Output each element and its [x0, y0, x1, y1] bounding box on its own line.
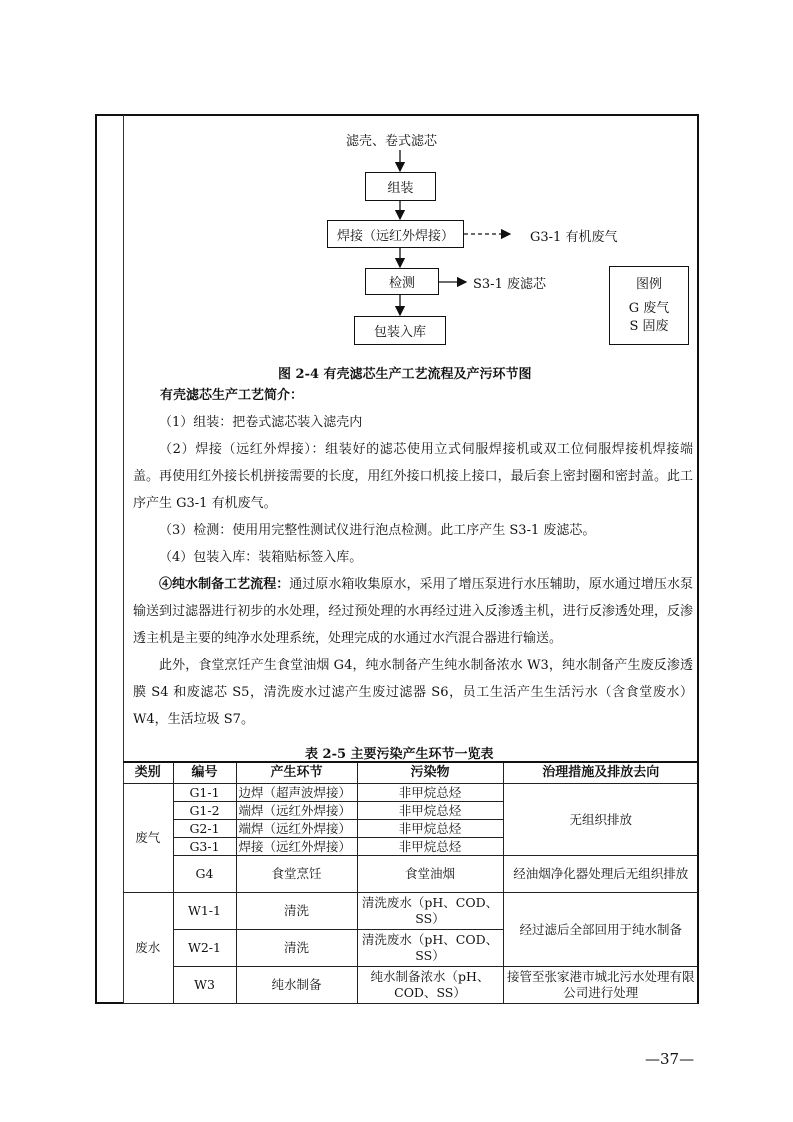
intro-heading: 有壳滤芯生产工艺简介： [160, 388, 304, 403]
intro-paragraph-4: （4）包装入库：装箱贴标签入库。 [159, 550, 363, 565]
intro-paragraph-2: （2）焊接（远红外焊接）：组装好的滤芯使用立式伺服焊接机或双工位伺服焊接机焊接端盖。再使用红外接长机拼接需要的长度，用红外接口机接上接口，最后套上密封圈和密封盖。此工序产生 G3-1 有机废气。 [133, 442, 693, 511]
id-cell: W3 [173, 967, 236, 1004]
pollutant-cell: 清洗废水（pH、COD、SS） [357, 930, 503, 967]
intro-paragraph-3: （3）检测：使用用完整性测试仪进行泡点检测。此工序产生 S3-1 废滤芯。 [159, 523, 596, 538]
category-cell-gas: 废气 [123, 784, 173, 893]
header-id: 编号 [173, 762, 236, 784]
flow-step-packaging: 包装入库 [354, 316, 446, 345]
header-pollutant: 污染物 [357, 762, 503, 784]
pollutant-cell: 纯水制备浓水（pH、COD、SS） [357, 967, 503, 1004]
pollutant-cell: 非甲烷总烃 [357, 802, 503, 820]
table-row [123, 893, 698, 930]
table-row [123, 967, 698, 1004]
pollutant-cell: 非甲烷总烃 [357, 838, 503, 856]
stage-cell: 端焊（远红外焊接） [236, 802, 357, 820]
flow-step-assembly: 组装 [365, 172, 436, 201]
stage-cell: 食堂烹饪 [236, 856, 357, 893]
intro-p1-text: （1）组装：把卷式滤芯装入滤壳内 [159, 415, 363, 430]
pollutant-cell: 非甲烷总烃 [357, 820, 503, 838]
intro-paragraph-1 [133, 409, 693, 436]
table-title: 表 2-5 主要污染产生环节一览表 [305, 747, 494, 762]
frame-top-border [95, 114, 699, 116]
category-cell-water: 废水 [123, 893, 173, 1004]
table-header-row [123, 762, 698, 784]
flow-input-label: 滤壳、卷式滤芯 [346, 134, 438, 149]
id-cell: G2-1 [173, 820, 236, 838]
flow-step-welding: 焊接（远红外焊接） [327, 220, 464, 248]
legend-item-gas: G 废气 [628, 301, 670, 316]
figure-caption: 图 2-4 有壳滤芯生产工艺流程及产污环节图 [278, 367, 532, 382]
id-cell: W1-1 [173, 893, 236, 930]
pollutant-cell: 食堂油烟 [357, 856, 503, 893]
treatment-cell: 接管至张家港市城北污水处理有限公司进行处理 [503, 967, 698, 1004]
flow-output-gas: G3-1 有机废气 [530, 230, 618, 245]
flow-step-testing: 检测 [365, 268, 439, 295]
stage-cell: 纯水制备 [236, 967, 357, 1004]
frame-bottom-border [95, 1002, 124, 1004]
header-category: 类别 [123, 762, 173, 784]
pollutant-cell: 非甲烷总烃 [357, 784, 503, 802]
id-cell: G1-1 [173, 784, 236, 802]
id-cell: W2-1 [173, 930, 236, 967]
pollution-sources-table [123, 761, 698, 1004]
stage-cell: 焊接（远红外焊接） [236, 838, 357, 856]
pure-water-heading: ④纯水制备工艺流程： [159, 577, 290, 592]
pure-water-text: 通过原水箱收集原水，采用了增压泵进行水压辅助，原水通过增压水泵输送到过滤器进行初步的水处理，经过预处理的水再经过进入反渗透主机，进行反渗透处理，反渗透主机是主要的纯净水处理系统，处理完成的水通过水汽混合器进行输送。 [133, 577, 693, 646]
flow-output-solid: S3-1 废滤芯 [473, 277, 546, 292]
flow-legend [609, 266, 689, 345]
table-row [123, 856, 698, 893]
header-stage: 产生环节 [236, 762, 357, 784]
treatment-cell: 经过滤后全部回用于纯水制备 [503, 893, 698, 967]
page-number: —37— [645, 1050, 695, 1068]
header-treatment: 治理措施及排放去向 [503, 762, 698, 784]
legend-item-solid: S 固废 [629, 319, 669, 334]
stage-cell: 清洗 [236, 893, 357, 930]
stage-cell: 端焊（远红外焊接） [236, 820, 357, 838]
frame-left-border [95, 114, 97, 1002]
stage-cell: 边焊（超声波焊接） [236, 784, 357, 802]
id-cell: G4 [173, 856, 236, 893]
id-cell: G1-2 [173, 802, 236, 820]
legend-title: 图例 [635, 277, 662, 292]
pure-water-paragraph [133, 571, 693, 652]
stage-cell: 清洗 [236, 930, 357, 967]
pollutant-cell: 清洗废水（pH、COD、SS） [357, 893, 503, 930]
id-cell: G3-1 [173, 838, 236, 856]
table-row [123, 784, 698, 802]
treatment-cell: 无组织排放 [503, 784, 698, 856]
treatment-cell: 经油烟净化器处理后无组织排放 [503, 856, 698, 893]
additional-pollution-paragraph: 此外，食堂烹饪产生食堂油烟 G4，纯水制备产生纯水制备浓水 W3，纯水制备产生废反渗透膜 S4 和废滤芯 S5，清洗废水过滤产生废过滤器 S6，员工生活产生生活污水（含食堂废水）W4，生活垃圾 S7。 [133, 658, 693, 727]
